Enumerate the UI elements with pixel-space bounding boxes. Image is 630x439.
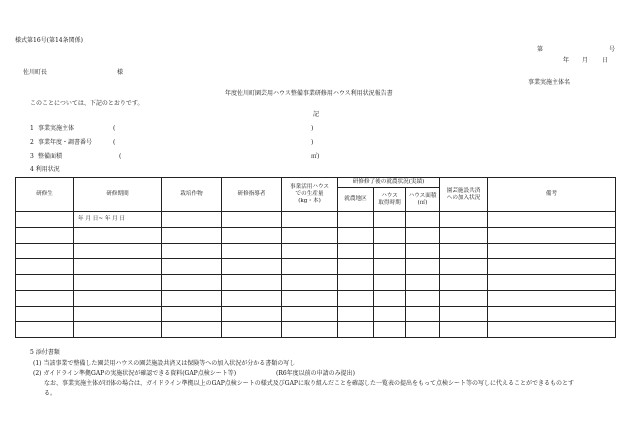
table-cell[interactable] — [162, 306, 222, 322]
table-cell[interactable] — [162, 322, 222, 338]
header-trainee: 研修生 — [16, 178, 74, 212]
header-yield-line2: での生産量 — [295, 191, 324, 197]
form-number: 様式第16号(第14条関係) — [15, 37, 83, 44]
table-cell[interactable] — [162, 227, 222, 243]
table-cell[interactable] — [338, 322, 374, 338]
table-cell[interactable] — [222, 212, 282, 228]
table-cell[interactable] — [406, 275, 440, 291]
table-cell[interactable] — [488, 259, 616, 275]
table-cell[interactable] — [74, 227, 162, 243]
table-cell[interactable] — [374, 243, 406, 259]
table-cell[interactable] — [488, 212, 616, 228]
header-post-house-line1: ハウス — [381, 192, 398, 199]
table-cell[interactable] — [222, 259, 282, 275]
table-row — [16, 212, 616, 228]
table-header-row-1 — [16, 178, 616, 188]
table-cell[interactable] — [282, 212, 338, 228]
item-2-num: 2 — [30, 139, 34, 146]
table-row — [16, 243, 616, 259]
table-cell[interactable] — [338, 243, 374, 259]
item-1-open: ( — [113, 125, 116, 132]
table-cell[interactable] — [282, 243, 338, 259]
table-cell[interactable] — [406, 259, 440, 275]
table-cell[interactable] — [488, 306, 616, 322]
table-cell[interactable] — [162, 259, 222, 275]
table-cell[interactable] — [374, 275, 406, 291]
item-3-label: 整備面積 — [38, 153, 63, 160]
table-cell[interactable] — [222, 306, 282, 322]
table-cell[interactable] — [162, 290, 222, 306]
date-month: 月 — [582, 57, 589, 64]
usage-table — [15, 177, 616, 338]
table-cell[interactable] — [488, 275, 616, 291]
header-yield-line1: 事業活用ハウス — [290, 184, 329, 191]
item-1-close: ) — [311, 125, 314, 132]
table-cell[interactable] — [222, 275, 282, 291]
table-cell[interactable] — [74, 290, 162, 306]
page-title: 年度佐川町園芸用ハウス整備事業研修用ハウス利用状況報告書 — [225, 90, 393, 97]
table-cell[interactable] — [338, 227, 374, 243]
table-cell[interactable] — [74, 259, 162, 275]
header-period: 研修期間 — [74, 178, 162, 212]
table-cell[interactable] — [74, 306, 162, 322]
table-cell[interactable] — [440, 290, 488, 306]
applicant-label: 事業実施主体名 — [528, 79, 571, 86]
table-cell[interactable] — [406, 212, 440, 228]
table-cell[interactable] — [488, 322, 616, 338]
usage-section-label: 4 利用状況 — [30, 166, 60, 173]
table-cell[interactable] — [440, 212, 488, 228]
table-row — [16, 275, 616, 291]
table-cell[interactable] — [162, 275, 222, 291]
table-cell[interactable] — [338, 212, 374, 228]
item-3-open: ( — [119, 153, 122, 160]
table-row — [16, 322, 616, 338]
attachment-note-line2: る。 — [44, 390, 57, 397]
attachment-item-2-note: (R6年度以前の申請のみ提出) — [276, 370, 356, 377]
attachment-item-2: (2) ガイドライン準拠GAPの実施状況が確認できる資料(GAP点検シート等) — [33, 370, 237, 377]
table-cell[interactable] — [74, 275, 162, 291]
table-row — [16, 227, 616, 243]
table-cell[interactable] — [16, 259, 74, 275]
header-post-group: 研修修了後の就農状況(実績) — [338, 178, 440, 188]
table-cell[interactable] — [406, 243, 440, 259]
table-cell[interactable] — [338, 259, 374, 275]
table-row — [16, 290, 616, 306]
table-cell[interactable] — [488, 227, 616, 243]
header-post-size-line1: ハウス面積 — [408, 192, 437, 199]
header-post-size-line2: (㎡) — [417, 199, 428, 206]
table-cell[interactable] — [440, 259, 488, 275]
doc-number-label: 第 — [537, 46, 544, 53]
table-cell[interactable] — [16, 275, 74, 291]
table-cell[interactable] — [374, 212, 406, 228]
header-yield-line3: (kg・本) — [298, 197, 321, 204]
attachment-item-1: (1) 当該事業で整備した園芸用ハウスの園芸施設共済又は保険等への加入状況が分かる書類の写し — [33, 360, 296, 367]
table-cell[interactable] — [16, 227, 74, 243]
date-day: 日 — [602, 57, 609, 64]
table-cell[interactable] — [406, 290, 440, 306]
table-cell[interactable] — [374, 322, 406, 338]
table-cell[interactable] — [282, 259, 338, 275]
table-cell[interactable] — [16, 243, 74, 259]
table-cell[interactable] — [222, 290, 282, 306]
table-cell[interactable] — [406, 322, 440, 338]
table-cell[interactable] — [374, 227, 406, 243]
table-row — [16, 306, 616, 322]
date-year: 年 — [563, 57, 570, 64]
addressee: 佐川町長 — [23, 69, 48, 76]
table-cell[interactable] — [440, 275, 488, 291]
table-cell[interactable] — [440, 322, 488, 338]
table-cell[interactable] — [282, 306, 338, 322]
table-cell[interactable] — [282, 227, 338, 243]
table-cell[interactable] — [440, 306, 488, 322]
item-1-label: 事業実施主体 — [38, 125, 75, 132]
table-row — [16, 259, 616, 275]
table-cell[interactable] — [374, 259, 406, 275]
table-cell[interactable] — [16, 290, 74, 306]
table-cell[interactable] — [222, 243, 282, 259]
intro-text: このことについては、下記のとおりです。 — [30, 100, 144, 107]
table-cell[interactable] — [282, 322, 338, 338]
header-facility — [440, 178, 488, 212]
table-cell[interactable] — [488, 243, 616, 259]
table-cell[interactable] — [222, 322, 282, 338]
header-facility-line1: 園芸施設共済 — [446, 187, 481, 194]
table-cell[interactable] — [406, 306, 440, 322]
item-3-close: ㎡) — [311, 153, 320, 160]
table-cell[interactable] — [338, 290, 374, 306]
doc-number-suffix: 号 — [609, 46, 616, 53]
header-remarks: 備考 — [488, 178, 616, 212]
header-crop: 栽培作物 — [162, 178, 222, 212]
item-2-open: ( — [113, 139, 116, 146]
table-cell[interactable] — [374, 290, 406, 306]
period-cell[interactable]: 年 月 日~ 年 月 日 — [74, 212, 162, 228]
table-cell[interactable] — [406, 227, 440, 243]
item-2-close: ) — [311, 139, 314, 146]
table-cell[interactable] — [16, 212, 74, 228]
table-cell[interactable] — [74, 322, 162, 338]
header-yield — [282, 178, 338, 212]
table-cell[interactable] — [440, 227, 488, 243]
table-cell[interactable] — [16, 306, 74, 322]
addressee-honorific: 様 — [117, 69, 124, 76]
table-cell[interactable] — [338, 306, 374, 322]
table-cell[interactable] — [222, 227, 282, 243]
header-post-size — [406, 188, 440, 212]
table-cell[interactable] — [74, 243, 162, 259]
header-instructor: 研修指導者 — [222, 178, 282, 212]
header-post-house-line2: 取得時期 — [378, 199, 401, 206]
table-cell[interactable] — [162, 243, 222, 259]
attachment-note-line1: なお、事業実施主体が団体の場合は、ガイドライン準拠以上のGAP点検シートの様式及びGAPに取り組んだことを確認した一覧表の提出をもって点検シート等の写しに代えることができるものとす — [44, 380, 574, 387]
item-3-num: 3 — [30, 153, 34, 160]
table-cell[interactable] — [16, 322, 74, 338]
header-post-area: 就農地区 — [338, 188, 374, 212]
table-cell[interactable] — [162, 212, 222, 228]
header-post-house — [374, 188, 406, 212]
table-cell[interactable] — [374, 306, 406, 322]
header-facility-line2: への加入状況 — [446, 194, 481, 201]
item-1-num: 1 — [30, 125, 34, 132]
table-cell[interactable] — [338, 275, 374, 291]
table-cell[interactable] — [488, 290, 616, 306]
table-cell[interactable] — [282, 290, 338, 306]
ki-label: 記 — [313, 111, 320, 118]
table-cell[interactable] — [282, 275, 338, 291]
table-cell[interactable] — [440, 243, 488, 259]
item-2-label: 事業年度・調書番号 — [38, 139, 93, 146]
attachments-heading: 5 添付書類 — [30, 349, 60, 356]
